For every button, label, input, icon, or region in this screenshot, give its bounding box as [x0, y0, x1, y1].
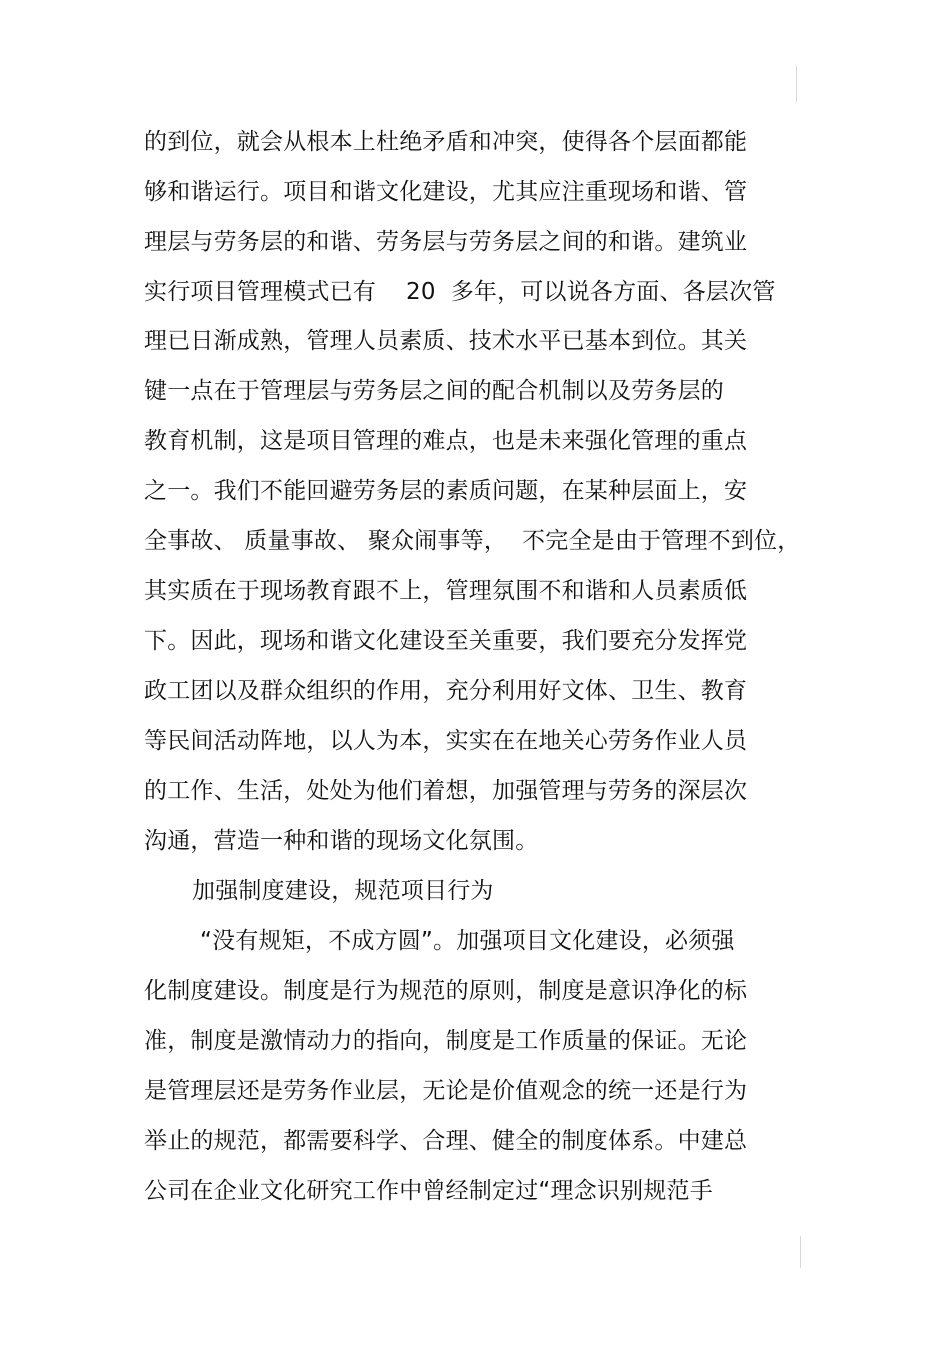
section-heading: 加强制度建设，规范项目行为 [192, 878, 494, 904]
text-line: 的工作、生活，处处为他们着想，加强管理与劳务的深层次 [144, 778, 748, 804]
text-line: 化制度建设。制度是行为规范的原则，制度是意识净化的标 [144, 978, 748, 1004]
page-edge-mark-top [796, 66, 797, 102]
text-line: 理已日渐成熟，管理人员素质、技术水平已基本到位。其关 [144, 328, 748, 354]
text-line: 教育机制，这是项目管理的难点，也是未来强化管理的重点 [144, 428, 748, 454]
text-line: 公司在企业文化研究工作中曾经制定过“理念识别规范手 [144, 1178, 713, 1204]
text-line: 够和谐运行。项目和谐文化建设，尤其应注重现场和谐、管 [144, 179, 748, 205]
text-line: 准，制度是激情动力的指向，制度是工作质量的保证。无论 [144, 1028, 748, 1054]
text-line: 的到位，就会从根本上杜绝矛盾和冲突，使得各个层面都能 [144, 129, 748, 155]
text-line: 理层与劳务层的和谐、劳务层与劳务层之间的和谐。建筑业 [144, 229, 748, 255]
text-line: 等民间活动阵地，以人为本，实实在在地关心劳务作业人员 [144, 728, 748, 754]
text-line: 实行项目管理模式已有 20 多年，可以说各方面、各层次管 [144, 279, 776, 305]
text-line: 其实质在于现场教育跟不上，管理氛围不和谐和人员素质低 [144, 578, 748, 604]
text-line: 下。因此，现场和谐文化建设至关重要，我们要充分发挥党 [144, 628, 748, 654]
text-line: 键一点在于管理层与劳务层之间的配合机制以及劳务层的 [144, 378, 724, 404]
text-line: “没有规矩，不成方圆”。加强项目文化建设，必须强 [200, 928, 735, 954]
page-edge-mark-bottom [800, 1236, 801, 1268]
text-line: 是管理层还是劳务作业层，无论是价值观念的统一还是行为 [144, 1078, 748, 1104]
text-line: 全事故、 质量事故、 聚众闹事等， 不完全是由于管理不到位， [144, 528, 801, 554]
text-line: 举止的规范，都需要科学、合理、健全的制度体系。中建总 [144, 1128, 748, 1154]
text-line: 之一。我们不能回避劳务层的素质问题，在某种层面上，安 [144, 478, 748, 504]
text-line: 沟通，营造一种和谐的现场文化氛围。 [144, 828, 539, 854]
text-line: 政工团以及群众组织的作用，充分利用好文体、卫生、教育 [144, 678, 748, 704]
